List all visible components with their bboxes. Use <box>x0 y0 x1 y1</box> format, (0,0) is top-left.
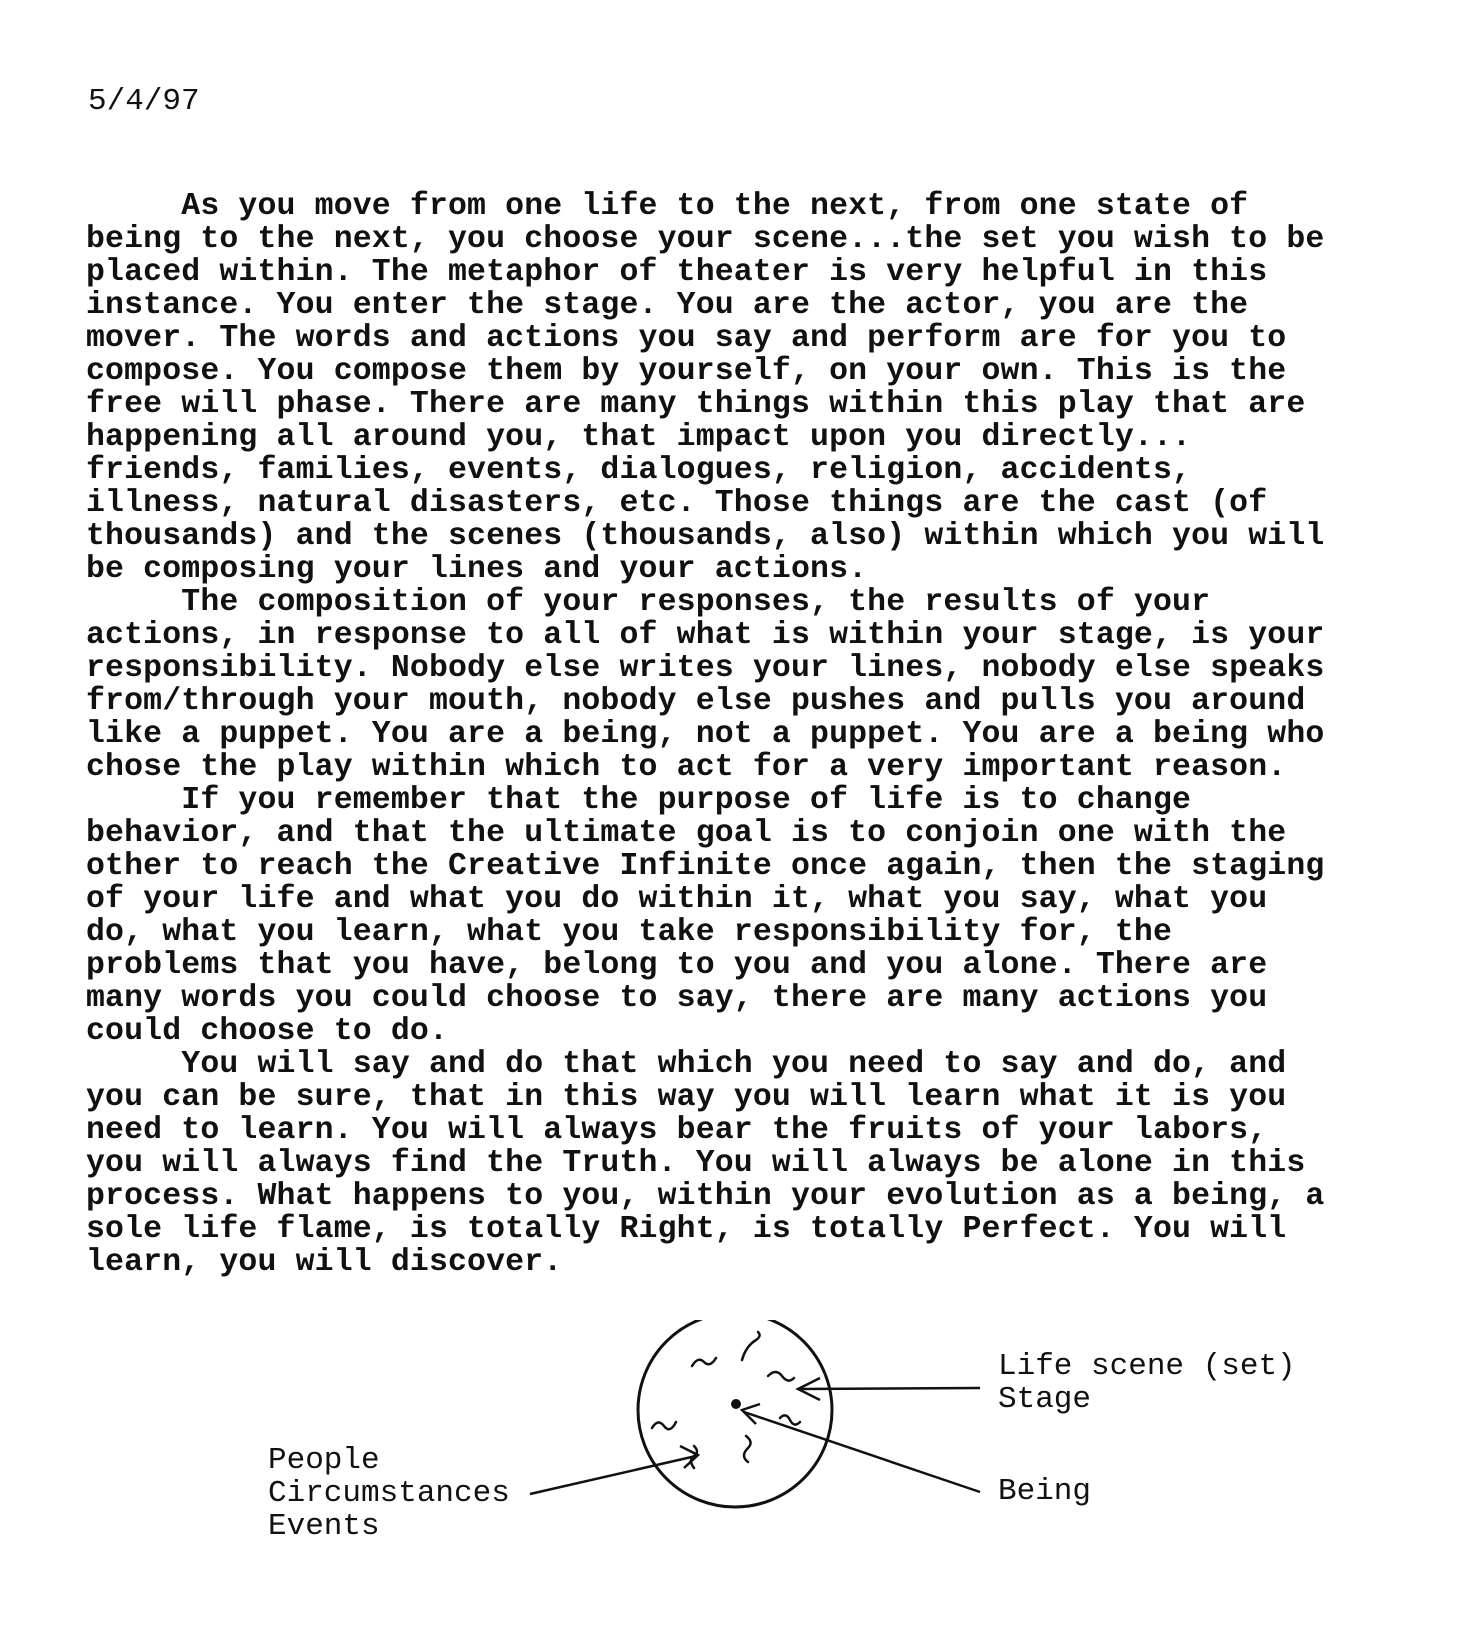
text-line: learn, you will discover. <box>86 1245 563 1280</box>
text-line: like a puppet. You are a being, not a puppet. You are a being who <box>86 717 1325 752</box>
text-line: If you remember that the purpose of life is to change <box>86 783 1192 818</box>
text-line: problems that you have, belong to you and you alone. There are <box>86 948 1268 983</box>
text-line: of your life and what you do within it, what you say, what you <box>86 882 1268 917</box>
people-arrow <box>530 1446 698 1494</box>
text-line: be composing your lines and your actions. <box>86 552 868 587</box>
text-line: chose the play within which to act for a very important reason. <box>86 750 1287 785</box>
text-line: could choose to do. <box>86 1014 449 1049</box>
label-being: Being <box>998 1474 1092 1509</box>
text-line: The composition of your responses, the results of your <box>86 585 1211 620</box>
text-line: actions, in response to all of what is within your stage, is your <box>86 618 1325 653</box>
stage-diagram <box>0 1320 1476 1560</box>
text-line: you will always find the Truth. You will always be alone in this <box>86 1146 1306 1181</box>
label-stage: Stage <box>998 1382 1092 1417</box>
text-line: thousands) and the scenes (thousands, also) within which you will <box>86 519 1325 554</box>
text-line: compose. You compose them by yourself, on your own. This is the <box>86 354 1287 389</box>
text-line: instance. You enter the stage. You are the actor, you are the <box>86 288 1249 323</box>
being-dot <box>731 1399 741 1409</box>
text-line: placed within. The metaphor of theater is very helpful in this <box>86 255 1268 290</box>
text-line: you can be sure, that in this way you will learn what it is you <box>86 1080 1287 1115</box>
text-line: behavior, and that the ultimate goal is to conjoin one with the <box>86 816 1287 851</box>
stage-arrow <box>798 1378 980 1400</box>
text-line: happening all around you, that impact upon you directly... <box>86 420 1192 455</box>
label-circumstances: Circumstances <box>268 1476 510 1511</box>
text-line: You will say and do that which you need to say and do, and <box>86 1047 1287 1082</box>
text-line: friends, families, events, dialogues, religion, accidents, <box>86 453 1192 488</box>
text-line: sole life flame, is totally Right, is totally Perfect. You will <box>86 1212 1287 1247</box>
text-line: from/through your mouth, nobody else pushes and pulls you around <box>86 684 1306 719</box>
text-line: responsibility. Nobody else writes your lines, nobody else speaks <box>86 651 1325 686</box>
stage-circle <box>638 1320 832 1507</box>
text-line: other to reach the Creative Infinite once again, then the staging <box>86 849 1325 884</box>
text-line: As you move from one life to the next, from one state of <box>86 189 1249 224</box>
text-line: do, what you learn, what you take responsibility for, the <box>86 915 1173 950</box>
label-events: Events <box>268 1509 380 1544</box>
label-people: People <box>268 1443 380 1478</box>
date: 5/4/97 <box>88 84 200 119</box>
being-arrow <box>742 1404 980 1492</box>
text-line: free will phase. There are many things within this play that are <box>86 387 1306 422</box>
text-line: being to the next, you choose your scene...the set you wish to be <box>86 222 1325 257</box>
text-line: need to learn. You will always bear the fruits of your labors, <box>86 1113 1268 1148</box>
text-line: many words you could choose to say, there are many actions you <box>86 981 1268 1016</box>
text-line: illness, natural disasters, etc. Those things are the cast (of <box>86 486 1268 521</box>
text-line: process. What happens to you, within your evolution as a being, a <box>86 1179 1325 1214</box>
text-line: mover. The words and actions you say and perform are for you to <box>86 321 1287 356</box>
label-life-scene: Life scene (set) <box>998 1349 1296 1384</box>
squiggles <box>652 1332 800 1468</box>
